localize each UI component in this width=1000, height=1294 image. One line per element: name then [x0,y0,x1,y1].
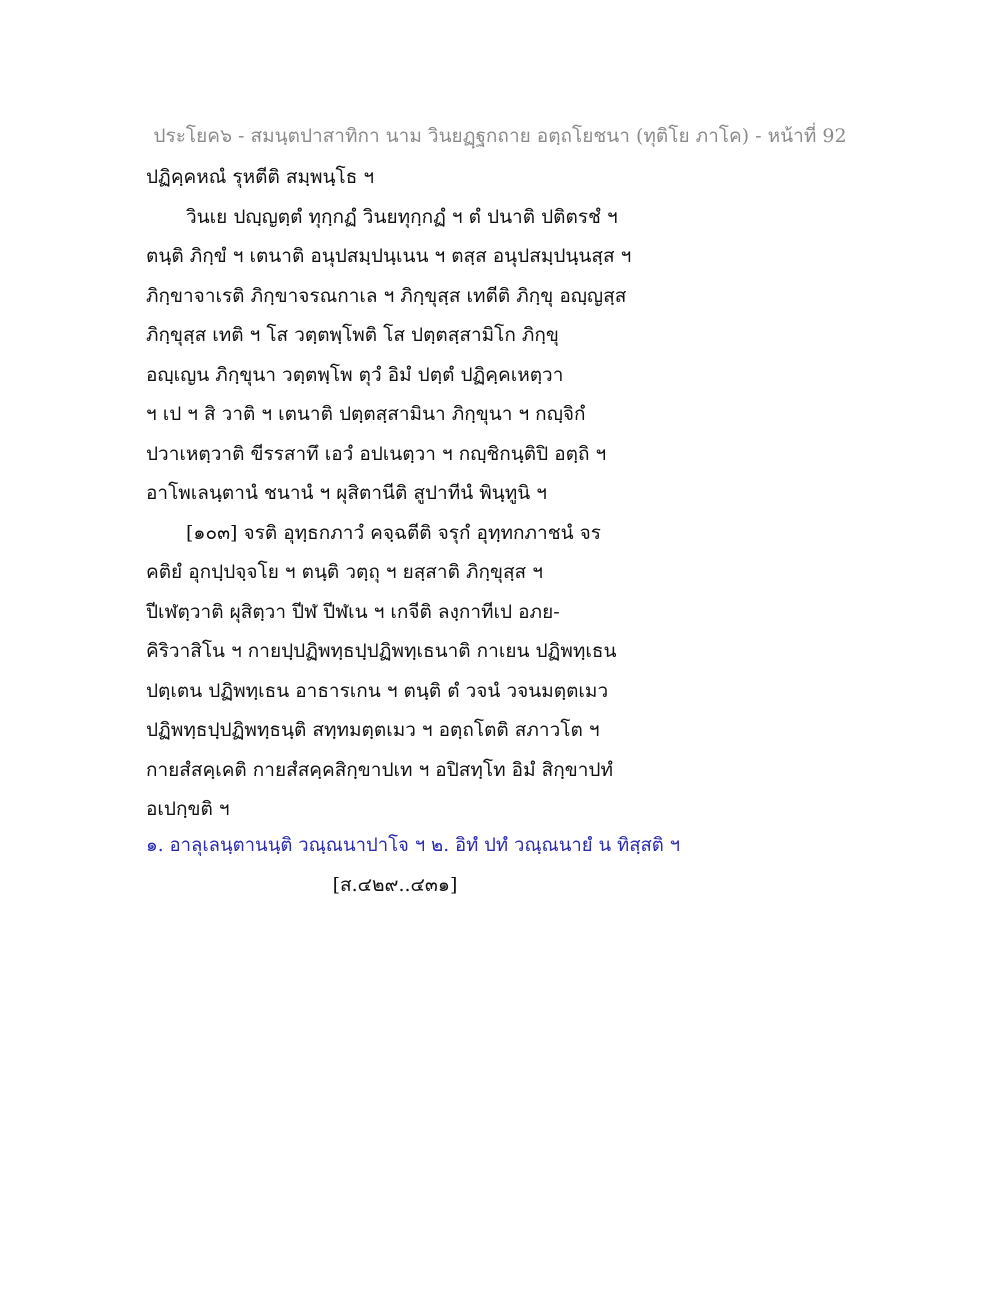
running-header: ประโยค๖ - สมนฺตปาสาทิกา นาม วินยฏฺฐกถาย อตฺถโยชนา (ทุติโย ภาโค) - หน้าที่ 92 [153,125,847,147]
text-line: ปวาเหตฺวาติ ขีรรสาทึ เอวํ อปเนตฺวา ฯ กญฺชิกนฺติปิ อตฺถิ ฯ [146,442,607,465]
text-line: วินเย ปญฺญตฺตํ ทุกฺกฏํ วินยทุกฺกฏํ ฯ ตํ ปนาติ ปติตรชํ ฯ [186,205,618,228]
text-line: คิริวาสิโน ฯ กายปฺปฏิพทฺธปฺปฏิพทฺเธนาติ กาเยน ปฏิพทฺเธน [146,640,617,662]
text-line: กายสํสคฺเคติ กายสํสคฺคสิกฺขาปเท ฯ อปิสทฺโท อิมํ สิกฺขาปทํ [146,758,613,781]
footnote: ๑. อาลุเลนฺตานนฺติ วณฺณนาปาโจ ฯ ๒. อิทํ ปทํ วณฺณนายํ น ทิสฺสติ ฯ [146,835,681,856]
page-reference: [ส.๔๒๙..๔๓๑] [332,874,458,896]
text-line: ปฏิคฺคหณํ รุหตีติ สมฺพนฺโธ ฯ [146,166,375,188]
text-line: [๑๐๓] จรติ อุทฺธกภาวํ คจฺฉตีติ จรุกํ อุทฺทกภาชนํ จร [186,521,601,544]
text-line: คติยํ อุกปฺปจฺจโย ฯ ตนฺติ วตฺถุ ฯ ยสฺสาติ ภิกฺขุสฺส ฯ [146,561,543,583]
text-line: ภิกฺขาจาเรติ ภิกฺขาจรณกาเล ฯ ภิกฺขุสฺส เทตีติ ภิกฺขุ อญฺญสฺส [146,284,627,307]
body-text [146,158,806,830]
text-line: อเปกฺขติ ฯ [146,798,230,820]
text-line: ปตฺเตน ปฏิพทฺเธน อาธารเกน ฯ ตนฺติ ตํ วจนํ วจนมตฺตเมว [146,679,609,702]
text-line: ฯ เป ฯ สิ วาติ ฯ เตนาติ ปตฺตสฺสามินา ภิกฺขุนา ฯ กญฺจิกํ [146,403,586,425]
text-line: อญฺเญน ภิกฺขุนา วตฺตพฺโพ ตุวํ อิมํ ปตฺตํ ปฏิคฺคเหตฺวา [146,363,564,386]
text-line: ตนฺติ ภิกฺขํ ฯ เตนาติ อนุปสมฺปนฺเนน ฯ ตสฺส อนุปสมฺปนฺนสฺส ฯ [146,245,632,267]
text-line: ปีเฬตฺวาติ ผุสิตฺวา ปีฬ ปีฬเน ฯ เกจีติ ลงฺกาทีเป อภย- [146,600,560,623]
text-line: ภิกฺขุสฺส เทติ ฯ โส วตฺตพฺโพติ โส ปตฺตสฺสามิโก ภิกฺขุ [146,324,559,346]
text-line: ปฏิพทฺธปฺปฏิพทฺธนฺติ สทฺทมตฺตเมว ฯ อตฺถโตติ สภาวโต ฯ [146,719,600,741]
text-line: อาโพเลนฺตานํ ชนานํ ฯ ผุสิตานีติ สูปาทีนํ พินฺทูนิ ฯ [146,482,547,504]
